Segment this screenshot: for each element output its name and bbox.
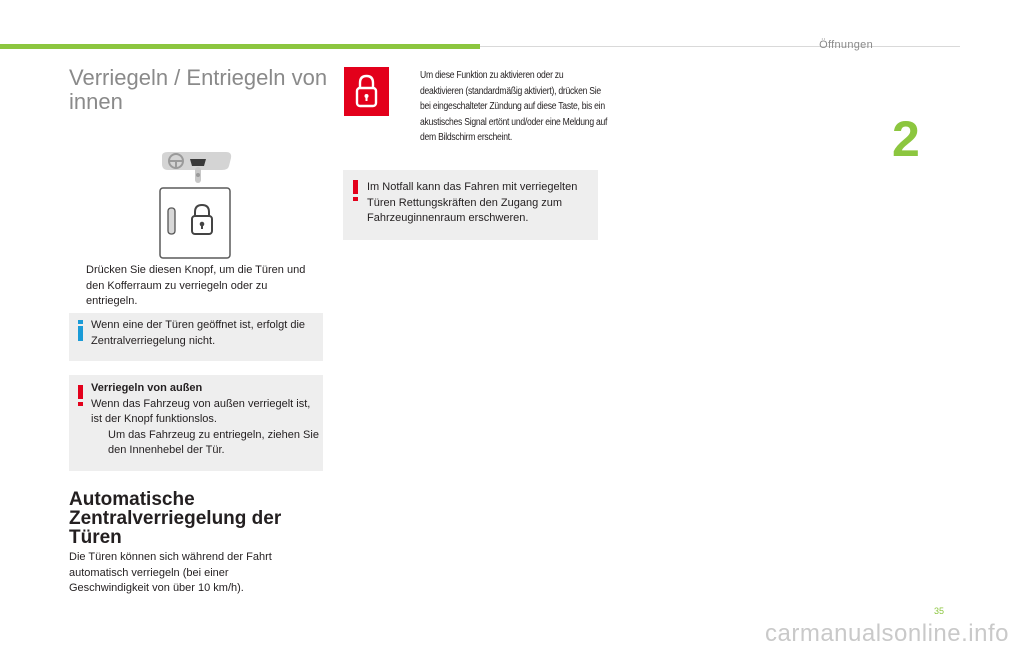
info-icon	[78, 320, 83, 341]
section-heading-auto-locking: Automatische Zentralverriegelung der Türen	[69, 489, 282, 548]
info-text: Wenn eine der Türen geöffnet ist, erfolgt die Zentralverriegelung nicht.	[91, 319, 306, 347]
warning-box-emergency	[343, 170, 598, 240]
instruction-text: Drücken Sie diesen Knopf, um die Türen und den Kofferraum zu verriegeln oder zu entriegeln.	[86, 264, 306, 307]
warning-text: Wenn das Fahrzeug von außen verriegelt ist, ist der Knopf funktionslos.	[91, 397, 311, 425]
chapter-title: Öffnungen	[819, 39, 873, 51]
chapter-number: 2	[892, 111, 920, 167]
activation-bullet	[398, 68, 608, 164]
lock-button-illustration	[158, 150, 234, 260]
emergency-warning-text: Im Notfall kann das Fahren mit verriegelten Türen Rettungskräften den Zugang zum Fahrzeuginnenraum erschweren.	[367, 181, 578, 224]
info-box	[69, 313, 323, 361]
watermark: carmanualsonline.info	[765, 620, 1009, 647]
warning-title: Verriegeln von außen	[91, 382, 203, 394]
header-rule	[480, 46, 960, 47]
warning-icon	[353, 180, 358, 201]
chapter-accent-bar	[0, 44, 480, 49]
warning-icon	[78, 385, 83, 406]
auto-locking-paragraph: Die Türen können sich während der Fahrt automatisch verriegeln (bei einer Geschwindigkeit von über 10 km/h).	[69, 551, 272, 594]
warning-box-exterior-locking	[69, 375, 323, 471]
section-heading: Verriegeln / Entriegeln von innen	[69, 65, 328, 114]
activation-text: Um diese Funktion zu aktivieren oder zu deaktivieren (standardmäßig aktiviert), drücken Sie bei eingeschalteter Zündung auf diese Taste, bis ein akustisches Signal ertönt und/oder eine Meldung auf dem Bildschirm erscheint.	[420, 70, 608, 143]
lock-button-icon	[344, 67, 389, 116]
page-number: 35	[934, 606, 945, 616]
warning-content	[91, 381, 319, 459]
instruction-bullet	[69, 263, 319, 310]
warning-bullet: Um das Fahrzeug zu entriegeln, ziehen Sie den Innenhebel der Tür.	[108, 428, 319, 456]
